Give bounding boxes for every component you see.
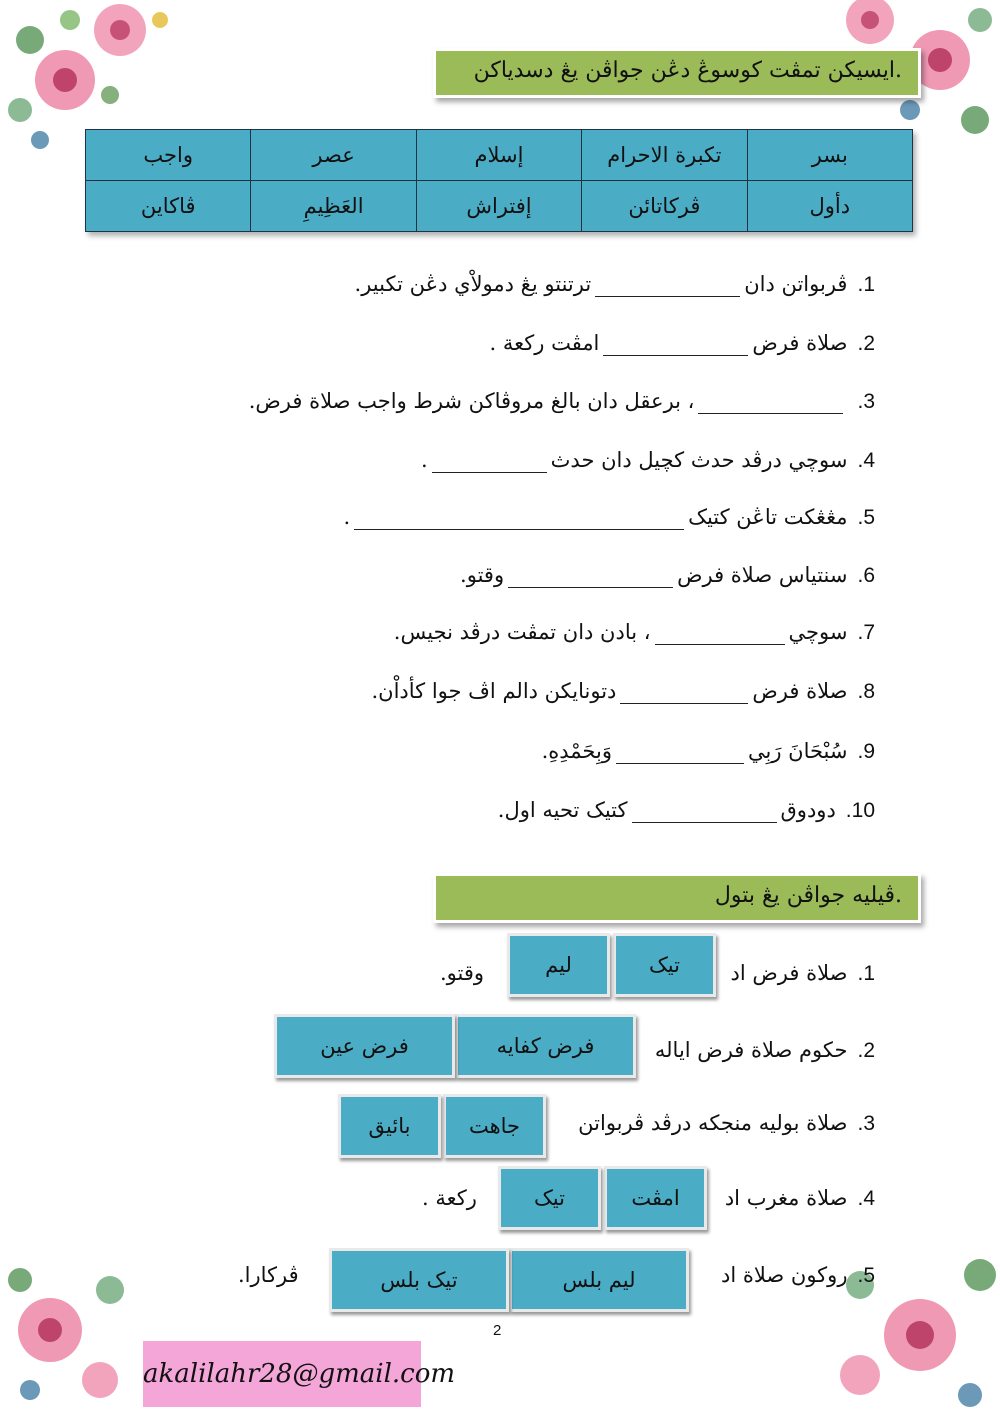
mc-item-2 (655, 1030, 875, 1070)
question-text: روکون صلاة اد (721, 1263, 848, 1287)
question-1 (355, 264, 875, 304)
question-text-after: ترتنتو يڠ دمولاْي دڠن تکبير. (354, 272, 592, 296)
option-button[interactable]: جاهت (443, 1094, 546, 1158)
question-text-after: ڤرکارا. (238, 1263, 299, 1287)
option-button[interactable]: تيک (613, 933, 716, 997)
word-bank-cell: تکبرة الاحرام (582, 130, 747, 181)
question-number: 3. (857, 1112, 875, 1135)
question-text-before: سوچي درڤد حدث کچيل دان حدث (550, 448, 848, 472)
mc-item-5 (721, 1255, 875, 1295)
table-row (86, 181, 913, 232)
flower-decoration-bottom-left (0, 1250, 150, 1413)
word-bank-cell: العَظِيمِ (251, 181, 416, 232)
question-4 (421, 440, 875, 480)
question-number: 5. (857, 1264, 875, 1287)
option-button[interactable]: ليم (507, 933, 610, 997)
question-text-before: ڤربواتن دان (744, 272, 848, 296)
word-bank-table (85, 129, 913, 232)
question-text-after: امڤت رکعة . (489, 331, 600, 355)
option-button[interactable]: تيک (498, 1166, 601, 1230)
question-text-before: دودوق (780, 798, 836, 822)
word-bank-cell: ڤاکاين (86, 181, 251, 232)
question-text-after: . (420, 448, 428, 472)
answer-blank[interactable] (698, 391, 843, 414)
answer-blank[interactable] (632, 800, 777, 823)
question-text-after: کتيک تحيه اول. (497, 798, 628, 822)
question-3 (249, 381, 875, 421)
question-number: 6. (857, 564, 875, 587)
question-text: صلاة فرض اد (730, 961, 848, 985)
word-bank-cell: ڤرکاتائن (582, 181, 747, 232)
section1-title: ايسيکن تمڤت کوسوڠ دڠن جواڤن يڠ دسدياکن. (433, 48, 921, 98)
question-number: 4. (857, 449, 875, 472)
question-text-after: دتونايکن دالم اڤ جوا کأداْن. (371, 679, 617, 703)
word-bank-cell: دأول (747, 181, 912, 232)
question-number: 4. (857, 1187, 875, 1210)
word-bank-cell: عصر (251, 130, 416, 181)
question-number: 9. (857, 740, 875, 763)
question-7 (394, 612, 875, 652)
question-text: صلاة بوليه منجکه درڤد ڤربواتن (578, 1111, 848, 1135)
answer-blank[interactable] (595, 274, 740, 297)
question-text-after: رکعة . (422, 1186, 477, 1210)
question-number: 10. (845, 799, 875, 822)
question-number: 1. (857, 962, 875, 985)
question-5 (343, 497, 875, 537)
question-text-after: ، بادن دان تمڤت درڤد نجيس. (393, 620, 651, 644)
question-10 (498, 790, 875, 830)
page-number: 2 (493, 1322, 502, 1339)
option-button[interactable]: امڤت (604, 1166, 707, 1230)
section2-title: ڤيليه جواڤن يڠ بتول. (433, 873, 921, 923)
question-text-after: . (343, 505, 351, 529)
mc-item-4 (725, 1178, 875, 1218)
word-bank-cell: إسلام (416, 130, 581, 181)
option-button[interactable]: تيک بلس (329, 1248, 509, 1312)
question-text-before: مڠڠکت تاڠن کتيک (688, 505, 848, 529)
question-text-before: صلاة فرض (752, 331, 848, 355)
table-row (86, 130, 913, 181)
option-button[interactable]: فرض عين (274, 1014, 455, 1078)
question-text-after: وَبِحَمْدِهِ. (541, 739, 612, 763)
question-text-after: ، برعقل دان بالغ مروڤاکن شرط واجب صلاة فرض. (248, 389, 695, 413)
question-number: 7. (857, 621, 875, 644)
question-number: 5. (857, 506, 875, 529)
mc-item-3 (578, 1103, 875, 1143)
question-9 (542, 731, 875, 771)
question-text: صلاة مغرب اد (724, 1186, 848, 1210)
word-bank-cell: إفتراش (416, 181, 581, 232)
word-bank-cell: بسر (747, 130, 912, 181)
answer-blank[interactable] (655, 622, 785, 645)
word-bank-cell: واجب (86, 130, 251, 181)
question-6 (460, 555, 875, 595)
question-number: 3. (857, 390, 875, 413)
mc-item-1 (731, 953, 875, 993)
question-text-before: سنتياس صلاة فرض (677, 563, 848, 587)
answer-blank[interactable] (508, 565, 673, 588)
question-text-before: صلاة فرض (752, 679, 848, 703)
question-text-after: وقتو. (460, 563, 505, 587)
author-email: akalilahr28@gmail.com (143, 1341, 421, 1407)
question-text-before: سوچي (788, 620, 848, 644)
question-number: 1. (857, 273, 875, 296)
question-text: حکوم صلاة فرض اياله (654, 1038, 848, 1062)
question-2 (490, 323, 875, 363)
option-button[interactable]: فرض کفايه (455, 1014, 636, 1078)
answer-blank[interactable] (432, 450, 547, 473)
option-button[interactable]: ليم بلس (509, 1248, 689, 1312)
option-button[interactable]: بائيق (338, 1094, 441, 1158)
question-8 (371, 671, 875, 711)
answer-blank[interactable] (354, 507, 684, 530)
question-number: 2. (857, 332, 875, 355)
question-text-before: سُبْحَانَ رَبِي (747, 739, 848, 763)
question-number: 8. (857, 680, 875, 703)
answer-blank[interactable] (603, 333, 748, 356)
question-number: 2. (857, 1039, 875, 1062)
answer-blank[interactable] (616, 741, 744, 764)
answer-blank[interactable] (620, 681, 748, 704)
question-text-after: وقتو. (440, 961, 485, 985)
